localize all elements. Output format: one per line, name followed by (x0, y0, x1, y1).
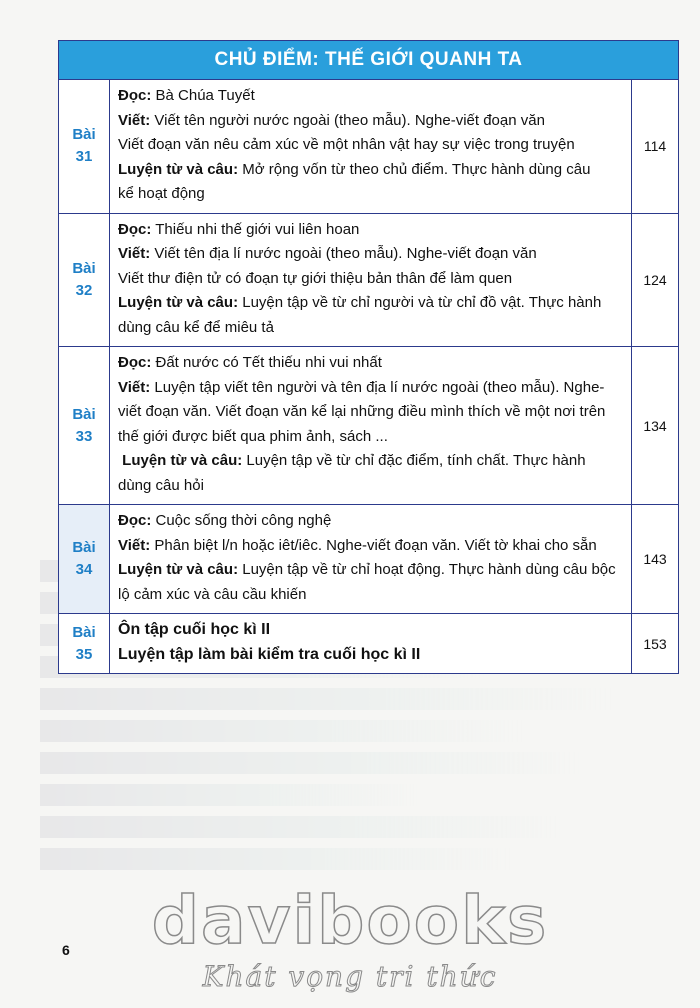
lesson-number: Bài 32 (59, 213, 110, 347)
table-row (59, 505, 679, 614)
page-number: 124 (632, 213, 679, 347)
lesson-content: Đọc: Bà Chúa Tuyết Viết: Viết tên người nước ngoài (theo mẫu). Nghe-viết đoạn văn Viết đoạn văn nêu cảm xúc về một nhân vật hay sự việc trong truyện Luyện từ và câu: Mở rộng vốn từ theo chủ điểm. Thực hành dùng câu kể hoạt động (110, 80, 632, 214)
table-row (59, 80, 679, 214)
review-title: Ôn tập cuối học kì II (118, 621, 271, 638)
topic-header: CHỦ ĐIỂM: THẾ GIỚI QUANH TA (59, 41, 679, 80)
lesson-content: Đọc: Đất nước có Tết thiếu nhi vui nhất Viết: Luyện tập viết tên người và tên địa lí nước ngoài (theo mẫu). Nghe- viết đoạn văn. Viết đoạn văn kể lại những điều mình thích về một nơi trên thế giới được biết qua phim ảnh, sách ... Luyện từ và câu: Luyện tập về từ chỉ đặc điểm, tính chất. Thực hành dùng câu hỏi (110, 347, 632, 505)
table-of-contents (58, 40, 679, 674)
lesson-number: Bài 34 (59, 505, 110, 614)
table-row (59, 213, 679, 347)
lesson-number: Bài 33 (59, 347, 110, 505)
page-number: 134 (632, 347, 679, 505)
page-number: 114 (632, 80, 679, 214)
test-practice-title: Luyện tập làm bài kiểm tra cuối học kì II (118, 645, 421, 663)
lesson-content: Đọc: Thiếu nhi thế giới vui liên hoan Viết: Viết tên địa lí nước ngoài (theo mẫu). Nghe-viết đoạn văn Viết thư điện tử có đoạn tự giới thiệu bản thân để làm quen Luyện từ và câu: Luyện tập về từ chỉ người và từ chỉ đồ vật. Thực hành dùng câu kể để miêu tả (110, 213, 632, 347)
page-number: 143 (632, 505, 679, 614)
page-number: 153 (632, 614, 679, 674)
lesson-content (110, 614, 632, 674)
lesson-number: Bài 31 (59, 80, 110, 214)
book-page-number: 6 (62, 942, 70, 958)
lesson-content: Đọc: Cuộc sống thời công nghệ Viết: Phân biệt l/n hoặc iêt/iêc. Nghe-viết đoạn văn. Viết tờ khai cho sẵn Luyện từ và câu: Luyện tập về từ chỉ hoạt động. Thực hành dùng câu bộc lộ cảm xúc và câu cầu khiến (110, 505, 632, 614)
lesson-number: Bài 35 (59, 614, 110, 674)
table-row (59, 614, 679, 674)
watermark-brand: davibooks (151, 882, 549, 959)
watermark-slogan: Khát vọng tri thức (202, 960, 498, 993)
table-row (59, 347, 679, 505)
